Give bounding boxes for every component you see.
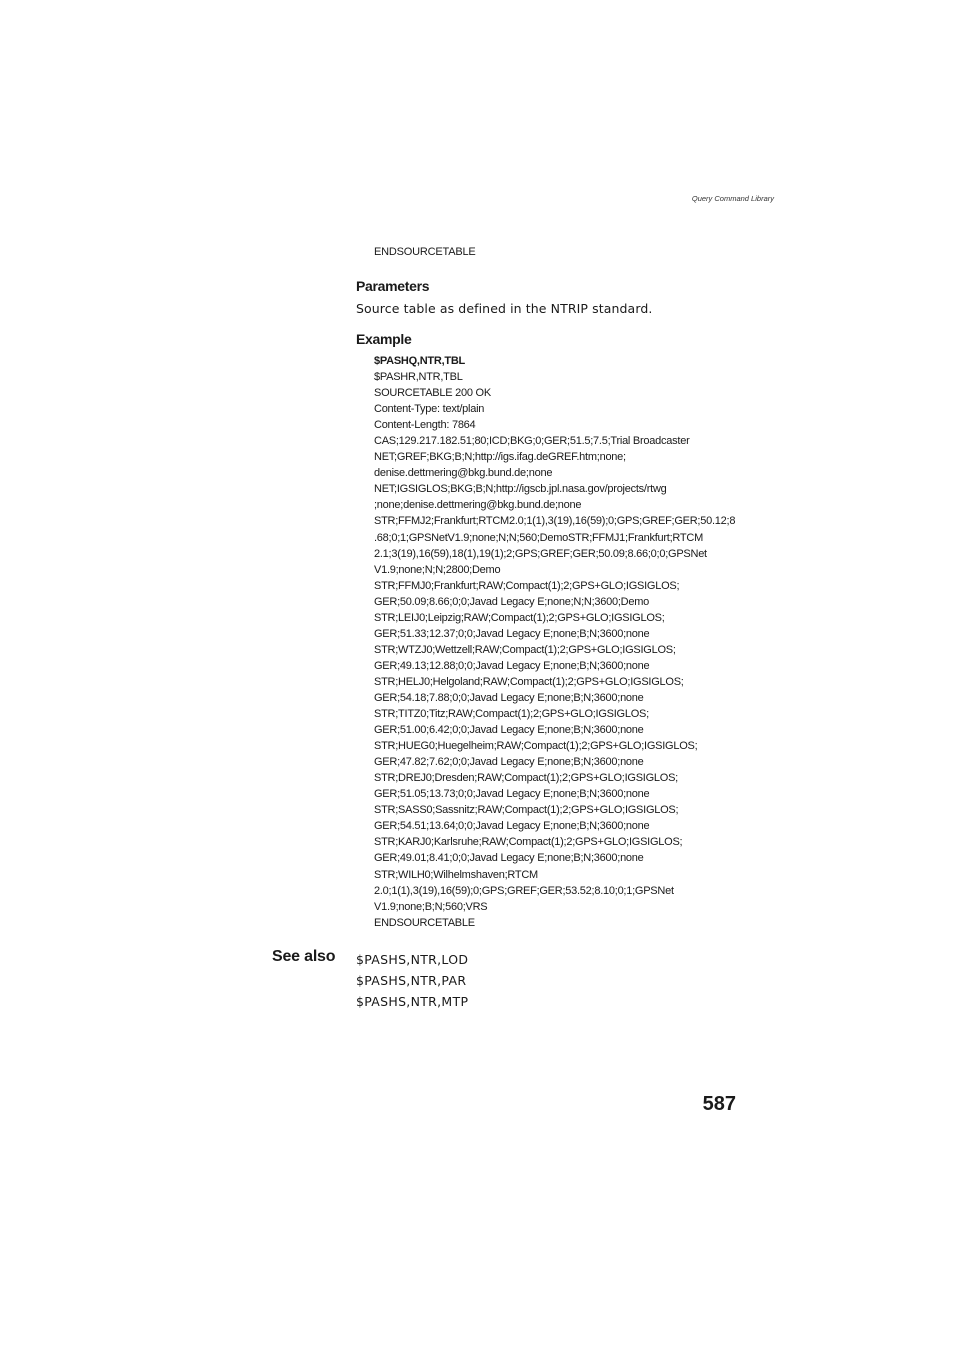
code-line: $PASHR,NTR,TBL (374, 371, 463, 384)
example-heading: Example (356, 331, 412, 347)
code-line: Content-Type: text/plain (374, 403, 485, 416)
code-line: STR;WILH0;Wilhelmshaven;RTCM (374, 868, 538, 881)
code-line: GER;51.05;13.73;0;0;Javad Legacy E;none;B;N;3600;none (374, 788, 650, 801)
code-line: STR;KARJ0;Karlsruhe;RAW;Compact(1);2;GPS+GLO;IGSIGLOS; (374, 836, 683, 849)
code-line: GER;49.13;12.88;0;0;Javad Legacy E;none;B;N;3600;none (374, 659, 650, 672)
see-also-item: $PASHS,NTR,PAR (356, 973, 467, 988)
see-also-label: See also (272, 948, 336, 965)
code-line: STR;LEIJ0;Leipzig;RAW;Compact(1);2;GPS+GLO;IGSIGLOS; (374, 611, 665, 624)
code-line: STR;HELJ0;Helgoland;RAW;Compact(1);2;GPS+GLO;IGSIGLOS; (374, 675, 684, 688)
code-line: STR;WTZJ0;Wettzell;RAW;Compact(1);2;GPS+GLO;IGSIGLOS; (374, 643, 676, 656)
code-line: STR;TITZ0;Titz;RAW;Compact(1);2;GPS+GLO;IGSIGLOS; (374, 708, 649, 721)
code-line: 2.1;3(19),16(59),18(1),19(1);2;GPS;GREF;GER;50.09;8.66;0;0;GPSNet (374, 547, 707, 560)
code-line: ENDSOURCETABLE (374, 916, 475, 929)
code-line: V1.9;none;B;N;560;VRS (374, 900, 488, 913)
code-line: V1.9;none;N;N;2800;Demo (374, 563, 501, 576)
see-also-item: $PASHS,NTR,MTP (356, 994, 469, 1009)
running-header: Query Command Library (691, 194, 774, 203)
page-number: 587 (702, 1093, 736, 1115)
code-line: STR;SASS0;Sassnitz;RAW;Compact(1);2;GPS+GLO;IGSIGLOS; (374, 804, 679, 817)
example-response (374, 369, 754, 931)
code-line: STR;FFMJ0;Frankfurt;RAW;Compact(1);2;GPS+GLO;IGSIGLOS; (374, 579, 680, 592)
code-line: CAS;129.217.182.51;80;ICD;BKG;0;GER;51.5;7.5;Trial Broadcaster (374, 435, 690, 448)
code-line: GER;49.01;8.41;0;0;Javad Legacy E;none;B;N;3600;none (374, 852, 644, 865)
code-line: GER;54.51;13.64;0;0;Javad Legacy E;none;B;N;3600;none (374, 820, 650, 833)
code-line: Content-Length: 7864 (374, 419, 476, 432)
code-line: GER;50.09;8.66;0;0;Javad Legacy E;none;N;N;3600;Demo (374, 595, 650, 608)
code-line: GER;51.33;12.37;0;0;Javad Legacy E;none;B;N;3600;none (374, 627, 650, 640)
code-line: NET;GREF;BKG;B;N;http://igs.ifag.deGREF.htm;none; (374, 451, 626, 464)
parameters-heading: Parameters (356, 278, 430, 294)
code-line: SOURCETABLE 200 OK (374, 387, 491, 400)
see-also-list (356, 951, 468, 1014)
code-line: STR;DREJ0;Dresden;RAW;Compact(1);2;GPS+GLO;IGSIGLOS; (374, 772, 678, 785)
code-line: denise.dettmering@bkg.bund.de;none (374, 467, 553, 480)
see-also-item: $PASHS,NTR,LOD (356, 952, 469, 967)
code-line: .68;0;1;GPSNetV1.9;none;N;N;560;DemoSTR;FFMJ1;Frankfurt;RTCM (374, 531, 703, 544)
example-code-block (374, 353, 754, 931)
code-line: STR;FFMJ2;Frankfurt;RTCM2.0;1(1),3(19),16(59);0;GPS;GREF;GER;50.12;8 (374, 515, 736, 528)
parameters-text: Source table as defined in the NTRIP standard. (356, 301, 653, 316)
code-line: 2.0;1(1),3(19),16(59);0;GPS;GREF;GER;53.52;8.10;0;1;GPSNet (374, 884, 674, 897)
source-table-end-line: ENDSOURCETABLE (374, 246, 476, 258)
code-line: GER;47.82;7.62;0;0;Javad Legacy E;none;B;N;3600;none (374, 756, 644, 769)
example-command: $PASHQ,NTR,TBL (374, 355, 466, 367)
code-line: STR;HUEG0;Huegelheim;RAW;Compact(1);2;GPS+GLO;IGSIGLOS; (374, 740, 698, 753)
code-line: ;none;denise.dettmering@bkg.bund.de;none (374, 499, 582, 512)
code-line: NET;IGSIGLOS;BKG;B;N;http://igscb.jpl.nasa.gov/projects/rtwg (374, 483, 667, 496)
code-line: GER;51.00;6.42;0;0;Javad Legacy E;none;B;N;3600;none (374, 724, 644, 737)
code-line: GER;54.18;7.88;0;0;Javad Legacy E;none;B;N;3600;none (374, 691, 644, 704)
